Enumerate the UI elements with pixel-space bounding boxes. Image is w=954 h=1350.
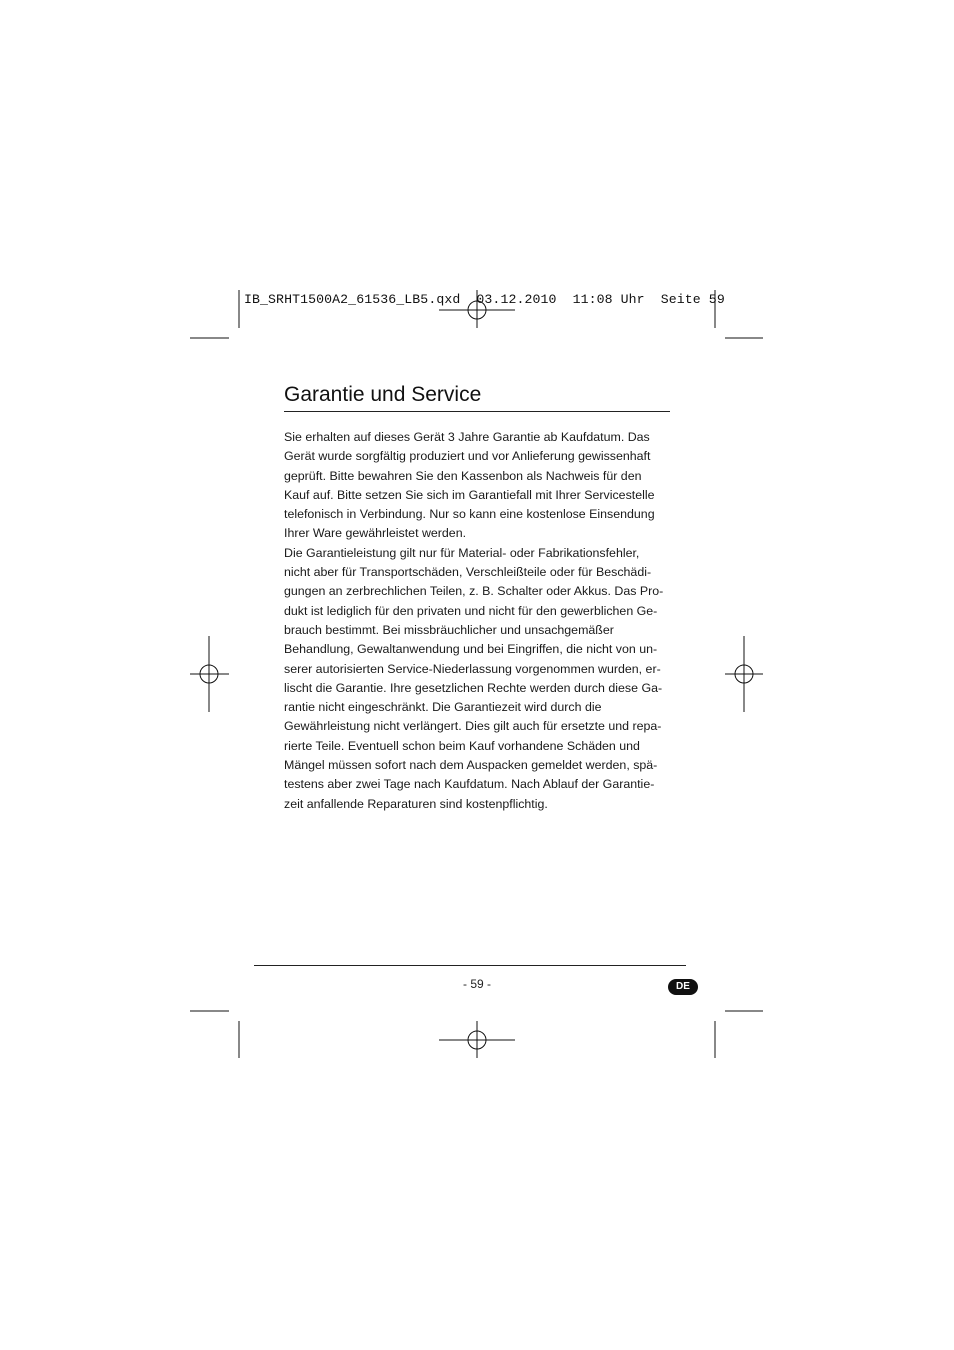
body-line: Ihrer Ware gewährleistet werden. [284,526,467,541]
page-number: - 59 - [462,977,491,991]
title-underline [284,411,670,412]
body-line: rantie nicht eingeschränkt. Die Garantiezeit wird durch die [284,700,602,715]
body-line: Kauf auf. Bitte setzen Sie sich im Garantiefall mit Ihrer Servicestelle [284,487,655,502]
warranty-body-text [284,428,668,814]
body-line: serer autorisierten Service-Niederlassung vorgenommen wurden, er- [284,661,661,676]
section-title: Garantie und Service [284,383,482,406]
body-line: gungen an zerbrechlichen Teilen, z. B. Schalter oder Akkus. Das Pro- [284,584,664,599]
footer-rule [254,965,686,966]
body-line: testens aber zwei Tage nach Kaufdatum. Nach Ablauf der Garantie- [284,777,655,792]
body-line: nicht aber für Transportschäden, Verschleißteile oder für Beschädi- [284,565,652,580]
body-line: zeit anfallende Reparaturen sind kostenpflichtig. [284,796,548,811]
body-line: Behandlung, Gewaltanwendung und bei Eingriffen, die nicht von un- [284,642,658,657]
body-line: telefonisch in Verbindung. Nur so kann eine kostenlose Einsendung [284,507,655,522]
body-line: brauch bestimmt. Bei missbräuchlicher und unsachgemäßer [284,622,614,637]
body-line: Mängel müssen sofort nach dem Auspacken gemeldet werden, spä- [284,758,658,773]
body-line: rierte Teile. Eventuell schon beim Kauf vorhandene Schäden und [284,738,640,753]
language-badge: DE [668,979,698,995]
body-line: lischt die Garantie. Ihre gesetzlichen Rechte werden durch diese Ga- [284,680,663,695]
body-line: geprüft. Bitte bewahren Sie den Kassenbon als Nachweis für den [284,468,642,483]
print-slug-line: IB_SRHT1500A2_61536_LB5.qxd 03.12.2010 11:08 Uhr Seite 59 [244,292,725,307]
body-line: Die Garantieleistung gilt nur für Material- oder Fabrikationsfehler, [284,545,640,560]
body-line: Sie erhalten auf dieses Gerät 3 Jahre Garantie ab Kaufdatum. Das [284,430,650,444]
body-line: Gerät wurde sorgfältig produziert und vor Anlieferung gewissenhaft [284,449,651,464]
body-line: dukt ist lediglich für den privaten und nicht für den gewerblichen Ge- [284,603,658,618]
body-line: Gewährleistung nicht verlängert. Dies gilt auch für ersetzte und repa- [284,719,662,734]
